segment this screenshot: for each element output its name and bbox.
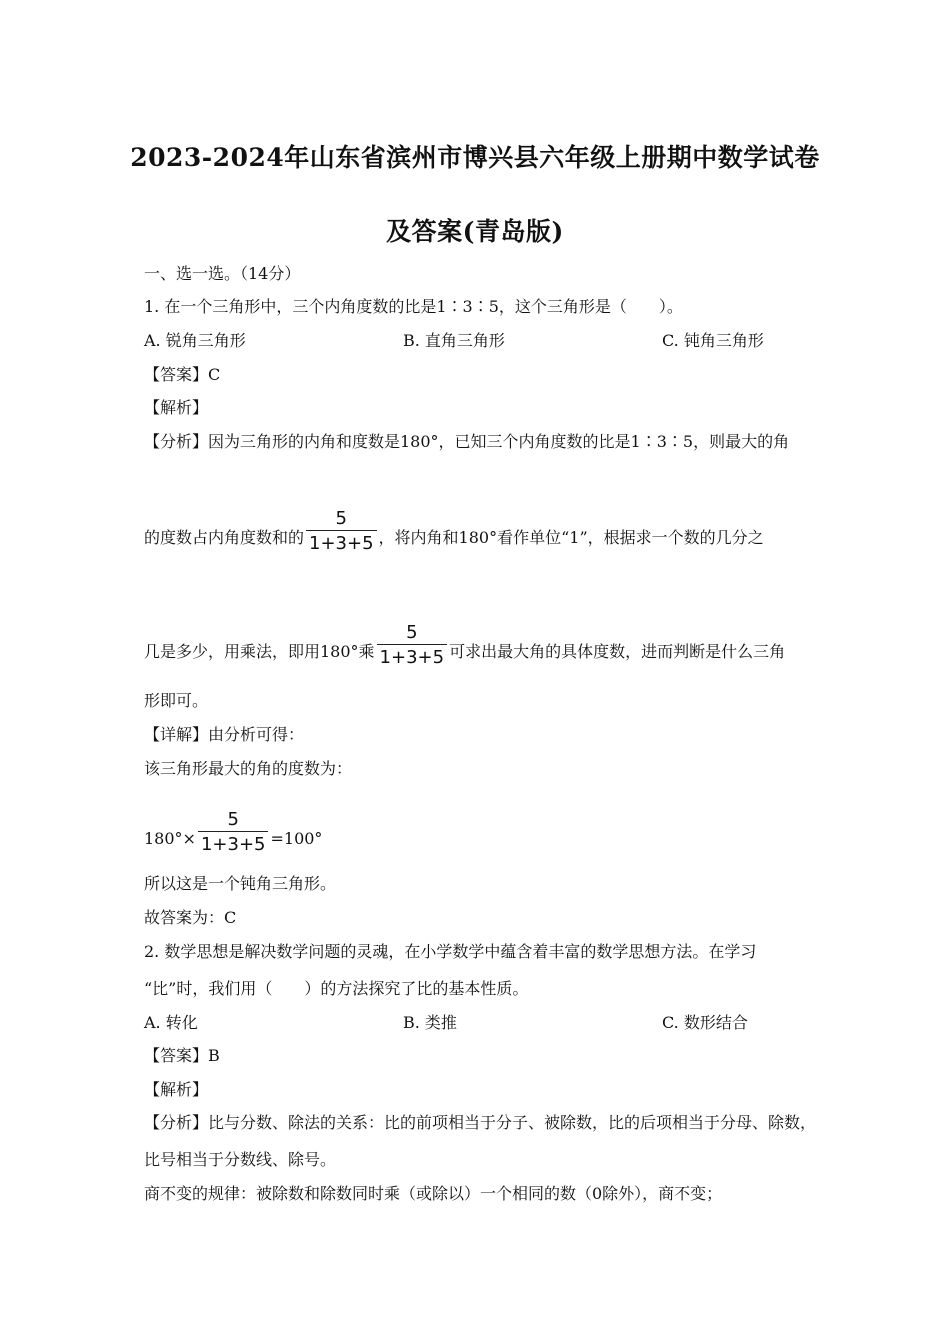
q1-analysis-label: 【解析】 [144,398,209,417]
fraction-numerator: 5 [377,622,448,645]
q1-calc-text-a: 180°× [144,829,196,848]
q2-stem-line2: “比”时，我们用（ ）的方法探究了比的基本性质。 [144,979,529,998]
q1-analysis-line3 [144,622,786,677]
q2-analysis-line2: 比号相当于分数线、除号。 [144,1150,337,1169]
q2-option-b: B. 类推 [403,1013,457,1032]
q1-detail-line1: 该三角形最大的角的度数为： [144,759,353,778]
fraction-5-over-sum [306,508,377,557]
q2-answer: 【答案】B [144,1046,220,1065]
fraction-5-over-sum [377,622,448,671]
fraction-denominator: 1+3+5 [379,647,445,668]
q1-analysis-line4: 形即可。 [144,691,209,710]
q1-analysis-line2-text-b: ，将内角和180°看作单位“1”，根据求一个数的几分之 [378,528,764,547]
q1-answer: 【答案】C [144,365,221,384]
q2-option-a: A. 转化 [144,1013,198,1032]
q1-stem: 1. 在一个三角形中，三个内角度数的比是1∶3∶5，这个三角形是（ ）。 [144,297,683,316]
q2-option-c: C. 数形结合 [662,1013,748,1032]
fraction-numerator: 5 [198,809,269,832]
q1-analysis-line1: 【分析】因为三角形的内角和度数是180°，已知三个内角度数的比是1∶3∶5，则最大的角 [144,432,790,451]
q2-analysis-line1: 【分析】比与分数、除法的关系：比的前项相当于分子、被除数，比的后项相当于分母、除数， [144,1113,817,1132]
q1-detail-label: 【详解】由分析可得： [144,725,305,744]
q1-analysis-line2-text-a: 的度数占内角度数和的 [144,528,305,547]
fraction-denominator: 1+3+5 [200,834,266,855]
fraction-5-over-sum [198,809,269,858]
q1-option-b: B. 直角三角形 [403,331,505,350]
q1-analysis-line2 [144,508,764,563]
q1-option-a: A. 锐角三角形 [144,331,246,350]
q1-calc-text-b: =100° [270,829,323,848]
fraction-numerator: 5 [306,508,377,531]
section-heading: 一、选一选。（14分） [144,264,301,283]
q1-conclusion: 所以这是一个钝角三角形。 [144,874,337,893]
q1-final: 故答案为：C [144,908,237,927]
q2-stem-line1: 2. 数学思想是解决数学问题的灵魂，在小学数学中蕴含着丰富的数学思想方法。在学习 [144,942,757,961]
q1-analysis-line3-text-a: 几是多少，用乘法，即用180°乘 [144,642,375,661]
fraction-denominator: 1+3+5 [309,533,374,554]
q2-analysis-label: 【解析】 [144,1080,209,1099]
q1-option-c: C. 钝角三角形 [662,331,764,350]
q1-calculation [144,809,323,864]
q2-analysis-line3: 商不变的规律：被除数和除数同时乘（或除以）一个相同的数（0除外），商不变； [144,1184,723,1203]
doc-title-line2: 及答案(青岛版) [386,217,564,246]
q1-analysis-line3-text-b: 可求出最大角的具体度数，进而判断是什么三角 [449,642,786,661]
doc-title-line1: 2023-2024年山东省滨州市博兴县六年级上册期中数学试卷 [130,143,820,172]
